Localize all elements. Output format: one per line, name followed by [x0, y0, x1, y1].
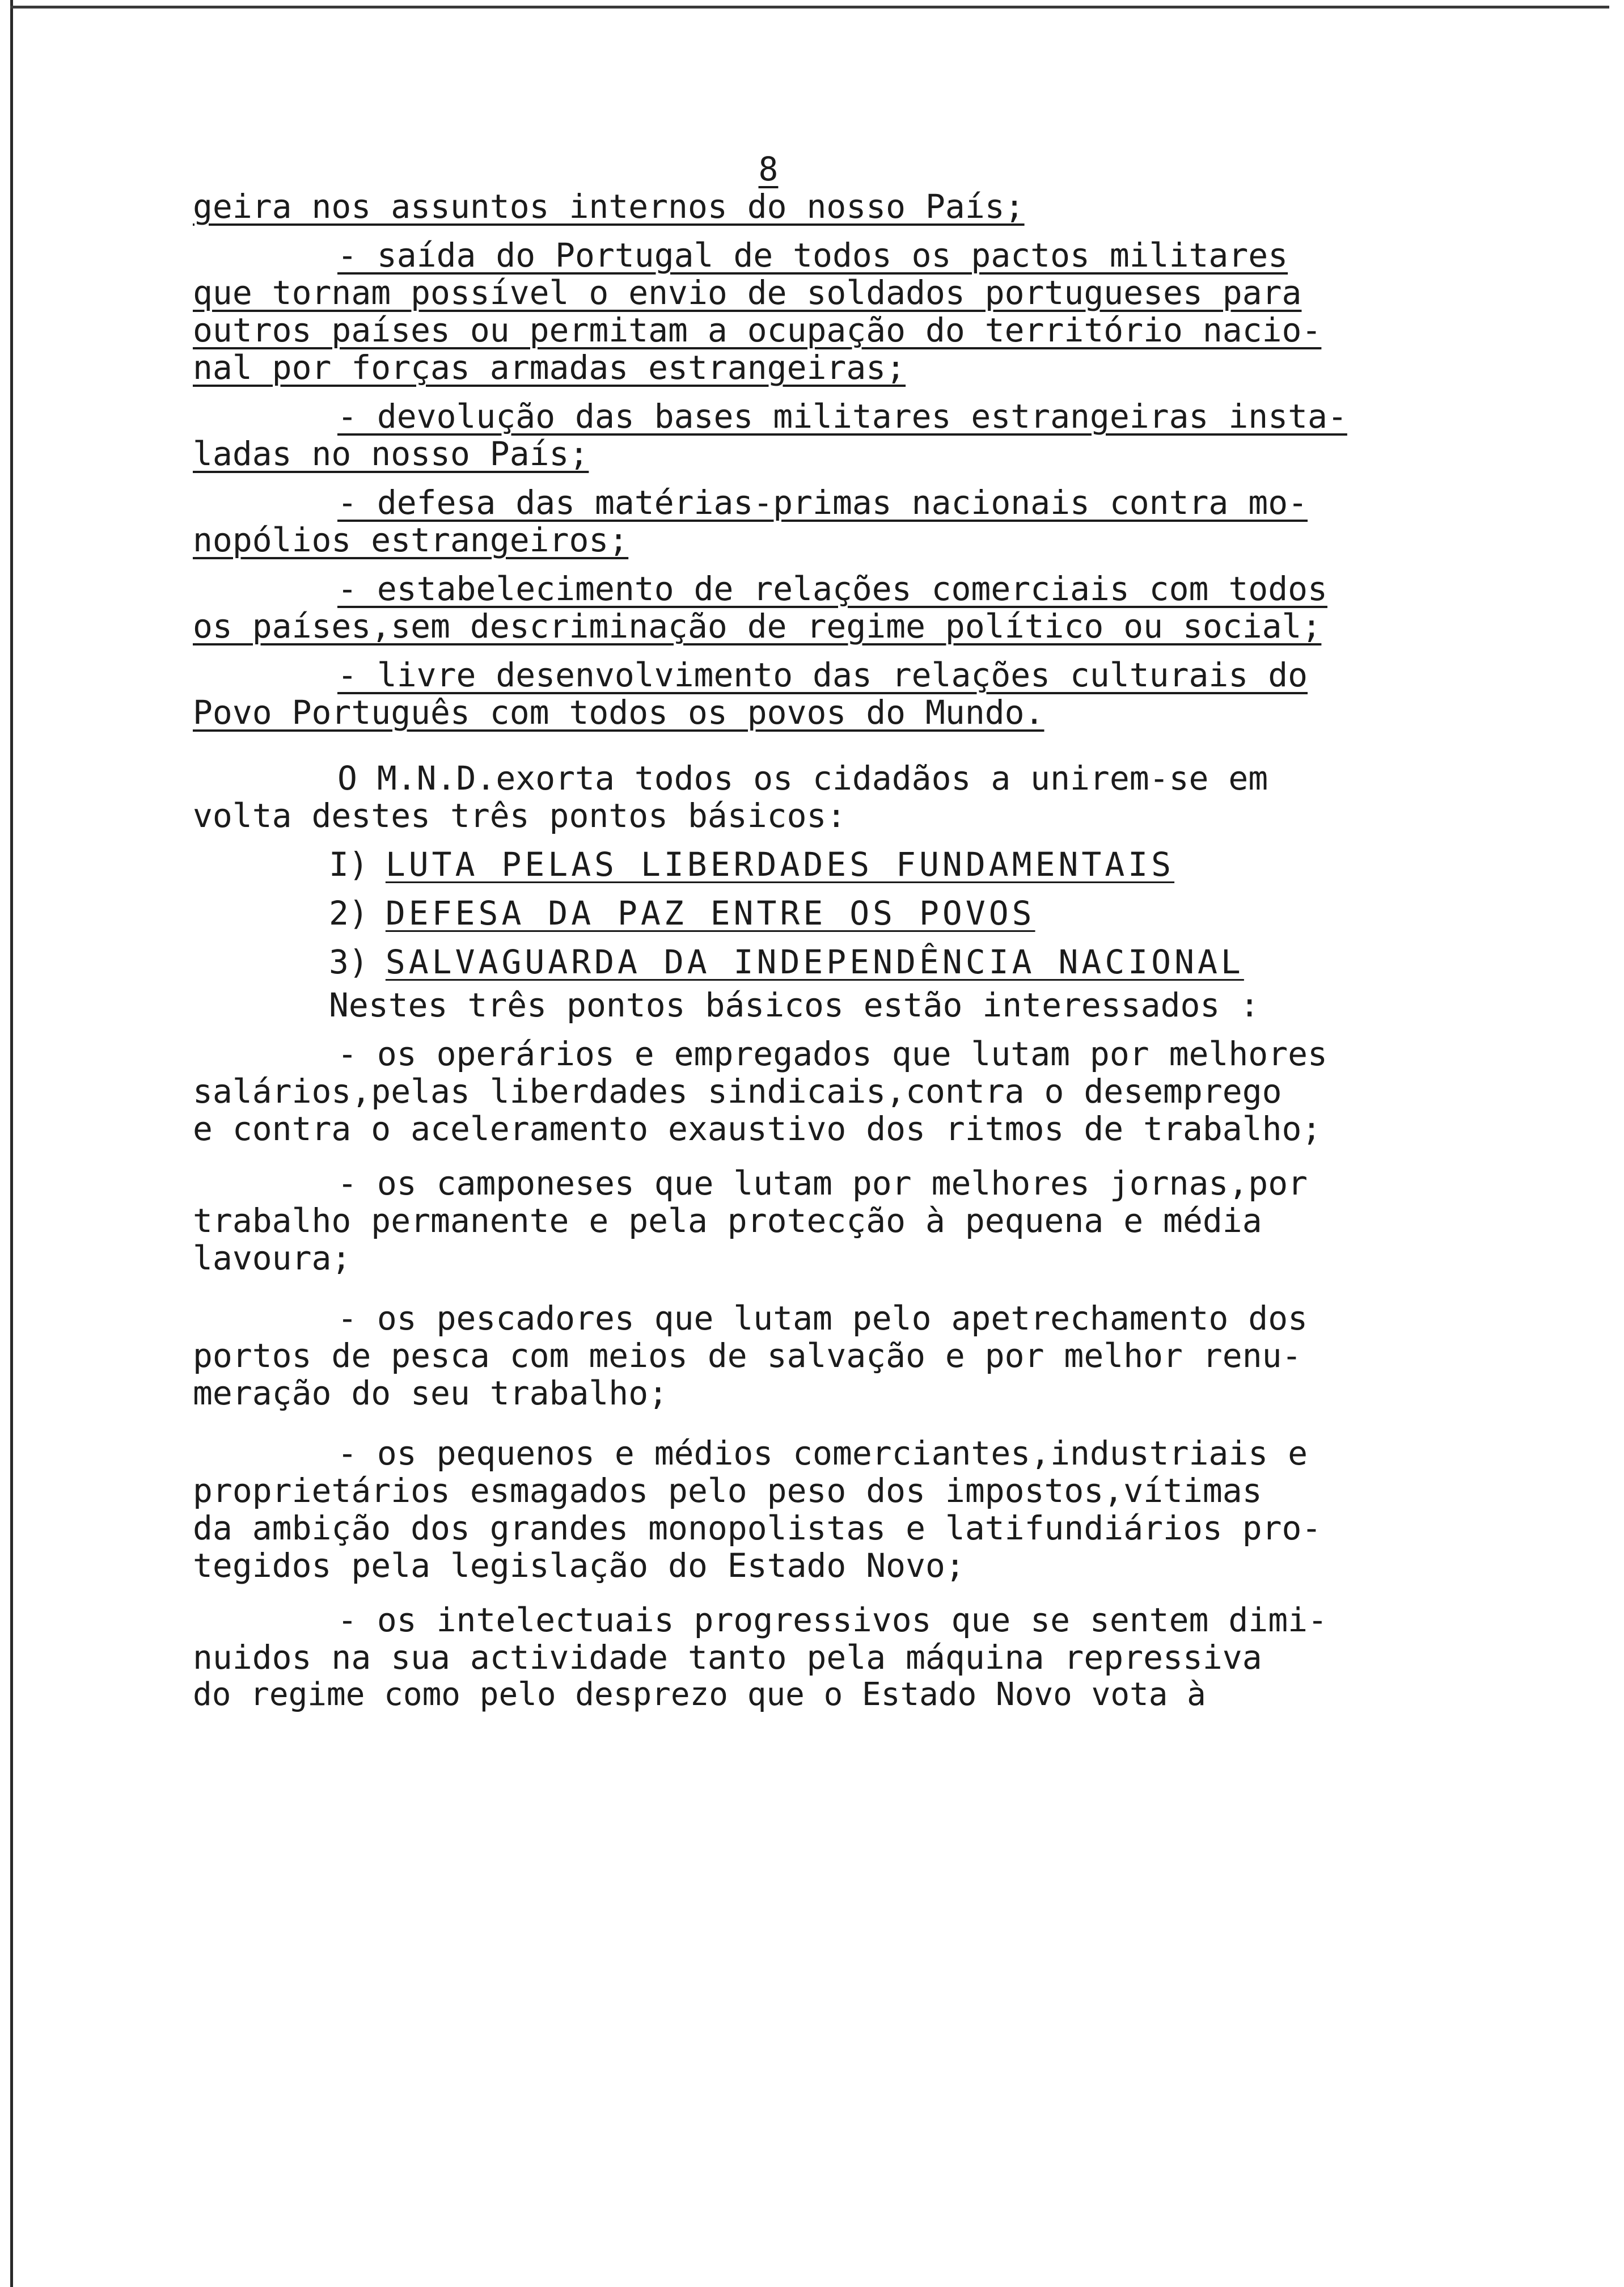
scan-border-top: [10, 6, 1609, 9]
text-line: trabalho permanente e pela protecção à pequena e média: [193, 1201, 1262, 1240]
group-item: [193, 1299, 1474, 1412]
point-number: I): [329, 845, 369, 884]
point-text: SALVAGUARDA DA INDEPENDÊNCIA NACIONAL: [385, 943, 1244, 981]
text-line: da ambição dos grandes monopolistas e latifundiários pro-: [193, 1509, 1322, 1547]
basic-point: [193, 846, 1474, 883]
text-line: os países,sem descriminação de regime político ou social;: [193, 607, 1322, 645]
group-item: [193, 1035, 1474, 1147]
group-item: [193, 1164, 1474, 1277]
point-number: 3): [329, 943, 369, 981]
scan-border-left: [10, 0, 13, 2287]
text-line: - os camponeses que lutam por melhores jornas,por: [337, 1164, 1308, 1202]
text-line: nal por forças armadas estrangeiras;: [193, 348, 906, 387]
text-line: - estabelecimento de relações comerciais com todos: [337, 569, 1327, 608]
point-text: DEFESA DA PAZ ENTRE OS POVOS: [385, 894, 1035, 932]
paragraph: [193, 759, 1474, 834]
text-line: outros países ou permitam a ocupação do território nacio-: [193, 311, 1322, 349]
point-text: LUTA PELAS LIBERDADES FUNDAMENTAIS: [385, 845, 1175, 884]
text-line: tegidos pela legislação do Estado Novo;: [193, 1546, 965, 1585]
text-line: - saída do Portugal de todos os pactos militares: [337, 236, 1288, 275]
text-line: - devolução das bases militares estrangeiras insta-: [337, 397, 1347, 436]
text-line: meração do seu trabalho;: [193, 1374, 669, 1412]
text-line: proprietários esmagados pelo peso dos impostos,vítimas: [193, 1471, 1262, 1510]
text-line: - os operários e empregados que lutam por melhores: [337, 1035, 1327, 1073]
text-line: Nestes três pontos básicos estão interessados :: [329, 986, 1260, 1024]
text-line: - defesa das matérias-primas nacionais contra mo-: [337, 483, 1308, 522]
group-item: [193, 1601, 1474, 1714]
text-line: lavoura;: [193, 1239, 352, 1277]
text-line: - os intelectuais progressivos que se sentem dimi-: [337, 1601, 1327, 1639]
demand-item: [193, 656, 1474, 731]
page-number: 8: [758, 150, 779, 188]
text-line: nuidos na sua actividade tanto pela máquina repressiva: [193, 1638, 1262, 1677]
text-line: nopólios estrangeiros;: [193, 521, 629, 559]
basic-point: [193, 894, 1474, 932]
text-line: O M.N.D.exorta todos os cidadãos a unirem-se em: [337, 759, 1268, 798]
text-line: volta destes três pontos básicos:: [193, 796, 847, 835]
text-line: e contra o aceleramento exaustivo dos ritmos de trabalho;: [193, 1109, 1322, 1148]
text-line: do regime como pelo desprezo que o Estado Novo vota à: [193, 1676, 1206, 1713]
demand-item: [193, 484, 1474, 559]
document-page: [193, 150, 1474, 1714]
text-line: portos de pesca com meios de salvação e por melhor renu-: [193, 1336, 1302, 1375]
text-line: - livre desenvolvimento das relações culturais do: [337, 656, 1308, 694]
text-line: geira nos assuntos internos do nosso País;: [193, 187, 1025, 226]
basic-point: [193, 943, 1474, 981]
text-line: - os pescadores que lutam pelo apetrechamento dos: [337, 1299, 1308, 1337]
demand-item: [193, 398, 1474, 472]
text-line: ladas no nosso País;: [193, 434, 589, 473]
text-line: salários,pelas liberdades sindicais,contra o desemprego: [193, 1072, 1282, 1111]
demand-item: [193, 237, 1474, 386]
group-item: [193, 1434, 1474, 1584]
text-line: que tornam possível o envio de soldados portugueses para: [193, 273, 1302, 312]
point-number: 2): [329, 894, 369, 932]
demand-item: [193, 570, 1474, 645]
text-line: - os pequenos e médios comerciantes,industriais e: [337, 1434, 1308, 1472]
text-line: Povo Português com todos os povos do Mundo.: [193, 693, 1044, 732]
